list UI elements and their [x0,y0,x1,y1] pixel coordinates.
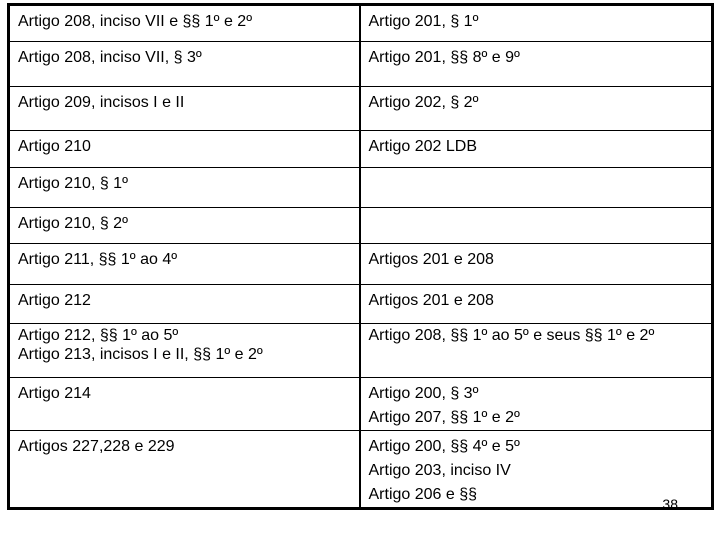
cell-text: Artigo 202, § 2º [368,94,479,111]
table-cell-right [360,87,713,131]
table-row [9,378,713,431]
cell-text: Artigo 202 LDB [368,138,478,155]
table-row [9,431,713,509]
cell-text: Artigo 201, § 1º [368,13,479,30]
table-cell-left [9,244,360,285]
table-row [9,324,713,378]
table-cell-left [9,285,360,324]
table-cell-right [360,378,713,431]
cell-text: Artigo 210 [18,138,91,155]
table-cell-right [360,324,713,378]
cell-text: Artigo 211, §§ 1º ao 4º [18,251,178,268]
cell-text: Artigo 210, § 2º [18,215,128,232]
table-cell-right [360,5,713,42]
cell-text: Artigo 208, §§ 1º ao 5º e seus §§ 1º e 2º [368,327,655,344]
cell-text: Artigo 208, inciso VII, § 3º [18,49,202,66]
table-row [9,244,713,285]
table-cell-right-empty [360,168,713,208]
cell-text: Artigo 210, § 1º [18,175,128,192]
cell-text: Artigo 208, inciso VII e §§ 1º e 2º [18,13,253,30]
table-row [9,131,713,168]
cell-text: Artigo 200, § 3º [368,385,479,402]
article-correspondence-table [7,3,714,510]
cell-text: Artigo 212, §§ 1º ao 5º [18,327,179,344]
table-cell-right [360,244,713,285]
table-cell-left [9,42,360,87]
cell-text: Artigos 201 e 208 [368,251,494,268]
table-cell-left [9,378,360,431]
table-cell-left [9,87,360,131]
table-row [9,42,713,87]
cell-text: Artigos 201 e 208 [368,292,494,309]
table-row [9,208,713,244]
cell-text: Artigo 213, incisos I e II, §§ 1º e 2º [18,346,263,363]
table-cell-right [360,431,713,509]
cell-text: Artigo 201, §§ 8º e 9º [368,49,520,66]
table-cell-left [9,131,360,168]
table-cell-left [9,5,360,42]
table-cell-left [9,324,360,378]
table-cell-right-empty [360,208,713,244]
table-row [9,168,713,208]
cell-text: Artigo 212 [18,292,91,309]
table-cell-right [360,131,713,168]
cell-text: Artigo 200, §§ 4º e 5º [368,438,520,455]
table-cell-left [9,168,360,208]
cell-text: Artigo 206 e §§ [368,486,478,503]
cell-text: Artigo 209, incisos I e II [18,94,185,111]
table-cell-left [9,431,360,509]
table-cell-right [360,42,713,87]
table-row [9,285,713,324]
page-number: 38 [662,496,678,512]
table-row [9,5,713,42]
cell-text: Artigos 227,228 e 229 [18,438,175,455]
table-row [9,87,713,131]
table-cell-right [360,285,713,324]
cell-text: Artigo 203, inciso IV [368,462,511,479]
cell-text: Artigo 214 [18,385,91,402]
table-cell-left [9,208,360,244]
cell-text: Artigo 207, §§ 1º e 2º [368,409,520,426]
